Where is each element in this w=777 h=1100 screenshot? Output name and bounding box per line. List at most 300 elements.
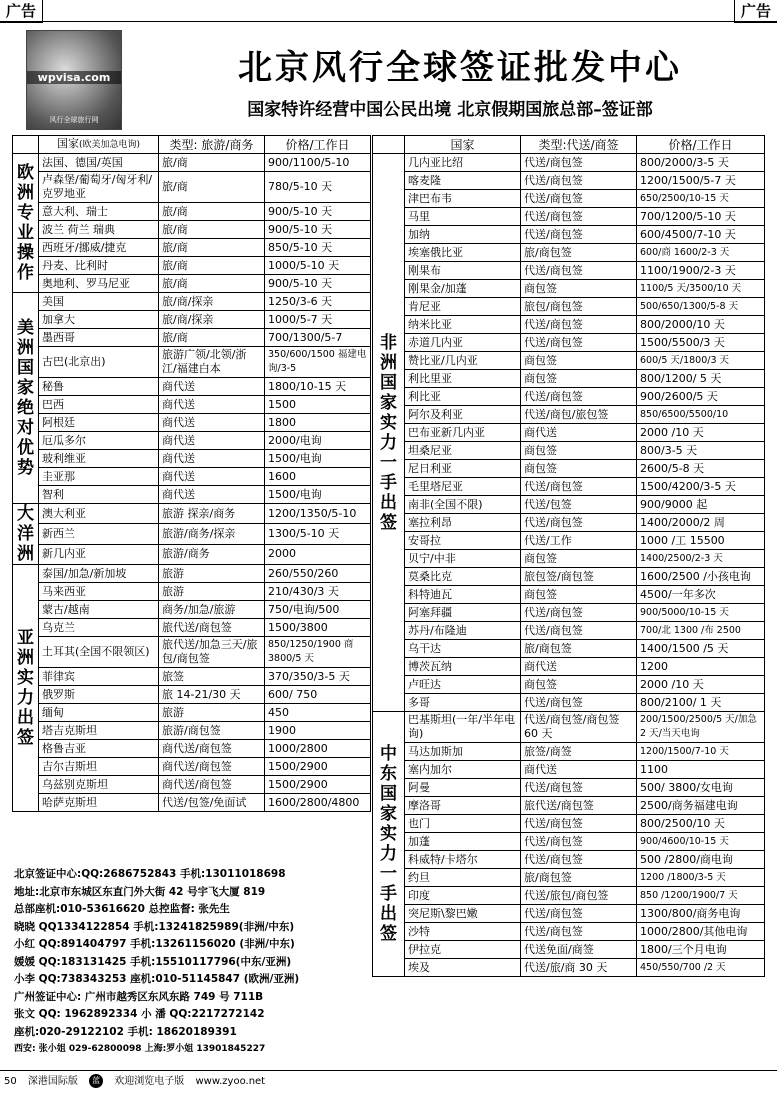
cell-country: 刚果金/加蓬 (405, 280, 521, 298)
table-row (373, 478, 765, 496)
cell-price: 1000 /工 15500 (637, 532, 765, 550)
header-country: 国家(欧美加急电询) (39, 136, 159, 154)
cell-country: 缅甸 (39, 704, 159, 722)
top-divider (0, 21, 777, 22)
cell-price: 1200 /1800/3-5 天 (637, 869, 765, 887)
cell-country: 尼日利亚 (405, 460, 521, 478)
cell-price: 900/5-10 天 (265, 275, 371, 293)
cell-price: 1000/2800 (265, 740, 371, 758)
cell-price: 1600 (265, 468, 371, 486)
edition-label: 深港国际版 (27, 1076, 78, 1087)
cell-country: 乌兹别克斯坦 (39, 776, 159, 794)
cell-country: 波兰 荷兰 瑞典 (39, 221, 159, 239)
contact-line: 小李 QQ:738343253 座机:010-51145847 (欧洲/亚洲) (14, 973, 300, 985)
cell-country: 埃塞俄比亚 (405, 244, 521, 262)
page-number: 50 (4, 1076, 17, 1087)
table-row (13, 758, 371, 776)
cell-country: 新西兰 (39, 524, 159, 544)
cell-price: 2000 (265, 544, 371, 564)
table-row (373, 604, 765, 622)
table-row (373, 532, 765, 550)
table-row (373, 298, 765, 316)
cell-type: 商包签 (521, 460, 637, 478)
cell-type: 代送/商包签 (521, 262, 637, 280)
cell-country: 丹麦、比利时 (39, 257, 159, 275)
table-row (13, 524, 371, 544)
table-row (373, 658, 765, 676)
cell-type: 旅/商 (159, 329, 265, 347)
cell-country: 沙特 (405, 923, 521, 941)
cell-type: 商代送/商包签 (159, 758, 265, 776)
cell-price: 1300/800/商务电询 (637, 905, 765, 923)
table-row (13, 329, 371, 347)
cell-country: 苏丹/布隆迪 (405, 622, 521, 640)
table-row (13, 619, 371, 637)
table-header-row (373, 136, 765, 154)
cell-type: 旅签 (159, 668, 265, 686)
cell-type: 代送/商包签 (521, 851, 637, 869)
table-row (13, 257, 371, 275)
table-row (373, 797, 765, 815)
contact-info (14, 866, 366, 1059)
cell-type: 代送/商包签 (521, 514, 637, 532)
cell-country: 贝宁/中非 (405, 550, 521, 568)
cell-country: 西班牙/挪威/捷克 (39, 239, 159, 257)
cell-price: 1500 (265, 396, 371, 414)
cell-price: 500 /2800/商电询 (637, 851, 765, 869)
brand-badge-icon: 蓝 (89, 1074, 103, 1088)
cell-type: 旅/商 (159, 203, 265, 221)
table-row (13, 686, 371, 704)
cell-country: 阿尔及利亚 (405, 406, 521, 424)
cell-price: 500/ 3800/女电询 (637, 779, 765, 797)
cell-country: 几内亚比绍 (405, 154, 521, 172)
contact-line: 媛媛 QQ:183131425 手机:15510117796(中东/亚洲) (14, 955, 292, 968)
cell-price: 900/9000 起 (637, 496, 765, 514)
cell-price: 700/1300/5-7 (265, 329, 371, 347)
cell-country: 法国、德国/英国 (39, 154, 159, 172)
cell-price: 750/电询/500 (265, 601, 371, 619)
cell-type: 旅/商包签 (521, 640, 637, 658)
cell-type: 代送/商包签 (521, 622, 637, 640)
cell-price: 200/1500/2500/5 天/加急 2 天/当天电询 (637, 712, 765, 743)
cell-country: 埃及 (405, 959, 521, 977)
cell-country: 伊拉克 (405, 941, 521, 959)
header-type: 类型: 旅游/商务 (159, 136, 265, 154)
cell-type: 代送/商包签 (521, 190, 637, 208)
cell-country: 科特迪瓦 (405, 586, 521, 604)
table-row (373, 550, 765, 568)
cell-country: 阿曼 (405, 779, 521, 797)
table-row (13, 275, 371, 293)
cell-country: 津巴布韦 (405, 190, 521, 208)
cell-price: 650/2500/10-15 天 (637, 190, 765, 208)
table-row (373, 568, 765, 586)
cell-country: 俄罗斯 (39, 686, 159, 704)
table-row (373, 694, 765, 712)
cell-country: 纳米比亚 (405, 316, 521, 334)
table-row (373, 923, 765, 941)
cell-country: 泰国/加急/新加坡 (39, 565, 159, 583)
cell-price: 1100/5 天/3500/10 天 (637, 280, 765, 298)
table-header-row (13, 136, 371, 154)
cell-price: 1400/1500 /5 天 (637, 640, 765, 658)
cell-price: 700/北 1300 /布 2500 (637, 622, 765, 640)
cell-country: 突尼斯\黎巴嫩 (405, 905, 521, 923)
cell-type: 商代送 (159, 486, 265, 504)
table-row (373, 280, 765, 298)
table-row (13, 722, 371, 740)
header-country-note: (欧美加急电询) (78, 140, 141, 150)
cell-type: 商代送 (521, 424, 637, 442)
cell-price: 4500/一年多次 (637, 586, 765, 604)
cell-type: 商代送 (521, 658, 637, 676)
cell-country: 秘鲁 (39, 378, 159, 396)
table-row (373, 640, 765, 658)
cell-type: 旅代送/加急三天/旅包/商包签 (159, 637, 265, 668)
cell-type: 旅 14-21/30 天 (159, 686, 265, 704)
cell-type: 旅代送/商包签 (159, 619, 265, 637)
cell-price: 450/550/700 /2 天 (637, 959, 765, 977)
cell-price: 850/5-10 天 (265, 239, 371, 257)
table-row (373, 761, 765, 779)
cell-country: 莫桑比克 (405, 568, 521, 586)
header-spacer (13, 136, 39, 154)
table-row (13, 583, 371, 601)
cell-price: 780/5-10 天 (265, 172, 371, 203)
cell-type: 旅/商/探亲 (159, 311, 265, 329)
table-row (13, 239, 371, 257)
cell-type: 旅/商 (159, 154, 265, 172)
cell-country: 巴基斯坦(一年/半年电询) (405, 712, 521, 743)
cell-price: 1000/5-7 天 (265, 311, 371, 329)
cell-type: 旅游广领/北领/浙江/福建白本 (159, 347, 265, 378)
cell-type: 商代送 (159, 396, 265, 414)
cell-country: 博茨瓦纳 (405, 658, 521, 676)
table-row (13, 450, 371, 468)
table-row (373, 586, 765, 604)
cell-country: 意大利、瑞士 (39, 203, 159, 221)
cell-country: 科威特/卡塔尔 (405, 851, 521, 869)
table-row (373, 154, 765, 172)
table-row (13, 432, 371, 450)
cell-country: 南非(全国不限) (405, 496, 521, 514)
cell-type: 商包签 (521, 550, 637, 568)
cell-country: 也门 (405, 815, 521, 833)
cell-type: 旅游/商包签 (159, 722, 265, 740)
cell-country: 马来西亚 (39, 583, 159, 601)
cell-country: 卢森堡/葡萄牙/匈牙利/克罗地亚 (39, 172, 159, 203)
table-row (373, 262, 765, 280)
cell-type: 商代送 (159, 378, 265, 396)
cell-type: 商务/加急/旅游 (159, 601, 265, 619)
table-row (13, 776, 371, 794)
cell-price: 900/2600/5 天 (637, 388, 765, 406)
table-row (13, 468, 371, 486)
table-row (13, 203, 371, 221)
cell-country: 肯尼亚 (405, 298, 521, 316)
cell-type: 代送/商包签 (521, 226, 637, 244)
cell-type: 代送/商包签 (521, 316, 637, 334)
cell-country: 利比里亚 (405, 370, 521, 388)
cell-type: 代送/商包签 (521, 478, 637, 496)
table-row (13, 544, 371, 564)
cell-country: 刚果布 (405, 262, 521, 280)
cell-country: 吉尔吉斯坦 (39, 758, 159, 776)
ad-tag-left: 广告 (0, 0, 43, 23)
cell-type: 旅游/商务 (159, 544, 265, 564)
cell-type: 商包签 (521, 352, 637, 370)
contact-line: 小红 QQ:891404797 手机:13261156020 (非洲/中东) (14, 938, 295, 950)
table-row (373, 815, 765, 833)
cell-price: 1800 (265, 414, 371, 432)
cell-country: 哈萨克斯坦 (39, 794, 159, 812)
cell-price: 1100 (637, 761, 765, 779)
cell-type: 代送/商包签 (521, 833, 637, 851)
cell-type: 商代送 (159, 450, 265, 468)
cell-type: 商包签 (521, 280, 637, 298)
cell-type: 旅/商/探亲 (159, 293, 265, 311)
cell-price: 1600/2500 /小孩电询 (637, 568, 765, 586)
cell-type: 旅游 (159, 565, 265, 583)
table-row (13, 668, 371, 686)
table-row (13, 221, 371, 239)
cell-price: 260/550/260 (265, 565, 371, 583)
cell-country: 乌干达 (405, 640, 521, 658)
cell-type: 商代送 (521, 761, 637, 779)
cell-price: 1400/2000/2 周 (637, 514, 765, 532)
cell-type: 旅游/商务/探亲 (159, 524, 265, 544)
table-row (373, 244, 765, 262)
cell-price: 1200/1500/7-10 天 (637, 743, 765, 761)
table-row (13, 414, 371, 432)
cell-country: 安哥拉 (405, 532, 521, 550)
region-label: 大洋洲 (13, 504, 39, 565)
header-spacer (373, 136, 405, 154)
table-row (13, 347, 371, 378)
contact-line: 晓晓 QQ1334122854 手机:13241825989(非洲/中东) (14, 920, 295, 933)
cell-price: 900/1100/5-10 (265, 154, 371, 172)
cell-price: 1500/电询 (265, 486, 371, 504)
cell-price: 1500/2900 (265, 776, 371, 794)
cell-price: 800/3-5 天 (637, 442, 765, 460)
cell-type: 代送/包签/免面试 (159, 794, 265, 812)
table-row (373, 226, 765, 244)
cell-price: 350/600/1500 福建电询/3-5 (265, 347, 371, 378)
cell-type: 代送/商包签 (521, 694, 637, 712)
cell-price: 210/430/3 天 (265, 583, 371, 601)
cell-price: 2600/5-8 天 (637, 460, 765, 478)
logo-caption: 风行全球旅行网 (49, 116, 99, 124)
cell-country: 坦桑尼亚 (405, 442, 521, 460)
cell-type: 代送/商包签 (521, 208, 637, 226)
cell-type: 代送/旅包/商包签 (521, 887, 637, 905)
cell-price: 2000 /10 天 (637, 676, 765, 694)
cell-type: 代送/商包签/商包签 60 天 (521, 712, 637, 743)
cell-type: 代送/工作 (521, 532, 637, 550)
cell-type: 商代送/商包签 (159, 776, 265, 794)
cell-price: 600/4500/7-10 天 (637, 226, 765, 244)
cell-price: 1200/1500/5-7 天 (637, 172, 765, 190)
cell-type: 旅/商 (159, 172, 265, 203)
cell-price: 900/4600/10-15 天 (637, 833, 765, 851)
header-country: 国家 (405, 136, 521, 154)
cell-price: 900/5-10 天 (265, 203, 371, 221)
cell-type: 旅包签/商包签 (521, 568, 637, 586)
cell-country: 厄瓜多尔 (39, 432, 159, 450)
cell-type: 旅/商 (159, 239, 265, 257)
cell-type: 旅/商 (159, 221, 265, 239)
right-price-table (372, 135, 765, 977)
page-footer (0, 1070, 777, 1093)
cell-country: 摩洛哥 (405, 797, 521, 815)
table-row (373, 334, 765, 352)
cell-type: 代送/商包签 (521, 388, 637, 406)
cell-type: 代送/包签 (521, 496, 637, 514)
cell-type: 旅签/商签 (521, 743, 637, 761)
table-row (13, 740, 371, 758)
table-row (373, 676, 765, 694)
cell-price: 800/2000/3-5 天 (637, 154, 765, 172)
cell-price: 800/1200/ 5 天 (637, 370, 765, 388)
cell-price: 600/5 天/1800/3 天 (637, 352, 765, 370)
cell-type: 代送/商包签 (521, 334, 637, 352)
table-row (13, 794, 371, 812)
cell-country: 多哥 (405, 694, 521, 712)
cell-price: 1900 (265, 722, 371, 740)
cell-type: 代送/商包签 (521, 154, 637, 172)
cell-price: 600/ 750 (265, 686, 371, 704)
header-price: 价格/工作日 (637, 136, 765, 154)
cell-type: 商包签 (521, 442, 637, 460)
cell-country: 澳大利亚 (39, 504, 159, 524)
cell-price: 850/6500/5500/10 (637, 406, 765, 424)
table-row (373, 622, 765, 640)
table-row (373, 905, 765, 923)
header-price: 价格/工作日 (265, 136, 371, 154)
cell-type: 商代送 (159, 468, 265, 486)
cell-price: 600/商 1600/2-3 天 (637, 244, 765, 262)
table-row (373, 869, 765, 887)
cell-type: 代送/商包签 (521, 779, 637, 797)
region-label: 美洲国家绝对优势 (13, 293, 39, 504)
cell-price: 1200/1350/5-10 (265, 504, 371, 524)
cell-price: 1250/3-6 天 (265, 293, 371, 311)
cell-country: 马里 (405, 208, 521, 226)
table-row (373, 496, 765, 514)
table-row (373, 352, 765, 370)
left-price-table (12, 135, 371, 812)
cell-price: 2500/商务福建电询 (637, 797, 765, 815)
cell-type: 旅游 (159, 583, 265, 601)
footer-url[interactable]: www.zyoo.net (195, 1076, 266, 1087)
cell-type: 旅包/商包签 (521, 298, 637, 316)
contact-line: 座机:020-29122102 手机: 18620189391 (14, 1025, 237, 1038)
table-row (373, 370, 765, 388)
cell-type: 代送免面/商签 (521, 941, 637, 959)
cell-type: 代送/商包签 (521, 815, 637, 833)
table-row (373, 514, 765, 532)
table-row (373, 743, 765, 761)
cell-country: 阿塞拜疆 (405, 604, 521, 622)
cell-price: 1500/3800 (265, 619, 371, 637)
cell-price: 1800/10-15 天 (265, 378, 371, 396)
cell-type: 旅/商包签 (521, 869, 637, 887)
contact-line: 广州签证中心: 广州市越秀区东风东路 749 号 711B (14, 990, 264, 1003)
cell-type: 代送/商包签 (521, 172, 637, 190)
table-row (13, 172, 371, 203)
cell-country: 乌克兰 (39, 619, 159, 637)
table-row (13, 704, 371, 722)
table-row (373, 959, 765, 977)
region-label: 亚洲实力出签 (13, 565, 39, 812)
cell-price: 1600/2800/4800 (265, 794, 371, 812)
table-row (13, 565, 371, 583)
region-label: 中东国家实力一手出签 (373, 712, 405, 977)
cell-price: 1000/5-10 天 (265, 257, 371, 275)
cell-country: 卢旺达 (405, 676, 521, 694)
cell-type: 商代送/商包签 (159, 740, 265, 758)
cell-price: 2000 /10 天 (637, 424, 765, 442)
table-row (373, 851, 765, 869)
cell-type: 代送/商包/旅包签 (521, 406, 637, 424)
table-row (373, 316, 765, 334)
cell-type: 旅/商 (159, 275, 265, 293)
cell-country: 菲律宾 (39, 668, 159, 686)
cell-price: 2000/电询 (265, 432, 371, 450)
cell-country: 美国 (39, 293, 159, 311)
cell-country: 塞拉利昂 (405, 514, 521, 532)
cell-type: 旅游 探亲/商务 (159, 504, 265, 524)
logo (26, 30, 122, 130)
cell-price: 1200 (637, 658, 765, 676)
table-row (13, 637, 371, 668)
cell-price: 900/5-10 天 (265, 221, 371, 239)
cell-price: 1500/电询 (265, 450, 371, 468)
table-row (13, 311, 371, 329)
cell-country: 塞内加尔 (405, 761, 521, 779)
cell-price: 1000/2800/其他电询 (637, 923, 765, 941)
cell-country: 毛里塔尼亚 (405, 478, 521, 496)
cell-price: 850/1250/1900 商 3800/5 天 (265, 637, 371, 668)
cell-country: 加纳 (405, 226, 521, 244)
cell-price: 900/5000/10-15 天 (637, 604, 765, 622)
cell-country: 加拿大 (39, 311, 159, 329)
contact-line: 总部座机:010-53616620 总控监督: 张先生 (14, 903, 230, 915)
table-row (373, 779, 765, 797)
cell-type: 代送/商包签 (521, 905, 637, 923)
table-row (373, 460, 765, 478)
region-label: 欧洲专业操作 (13, 154, 39, 293)
cell-country: 巴西 (39, 396, 159, 414)
table-row (13, 396, 371, 414)
table-row (373, 712, 765, 743)
cell-country: 阿根廷 (39, 414, 159, 432)
table-row (13, 504, 371, 524)
cell-type: 代送/商包签 (521, 604, 637, 622)
footer-slogan: 欢迎浏览电子版 (114, 1076, 185, 1087)
table-row (373, 406, 765, 424)
cell-price: 1500/5500/3 天 (637, 334, 765, 352)
cell-type: 代送/商包签 (521, 923, 637, 941)
table-row (13, 293, 371, 311)
table-row (373, 388, 765, 406)
table-row (373, 887, 765, 905)
table-row (373, 190, 765, 208)
cell-country: 蒙古/越南 (39, 601, 159, 619)
table-row (373, 424, 765, 442)
cell-price: 1400/2500/2-3 天 (637, 550, 765, 568)
